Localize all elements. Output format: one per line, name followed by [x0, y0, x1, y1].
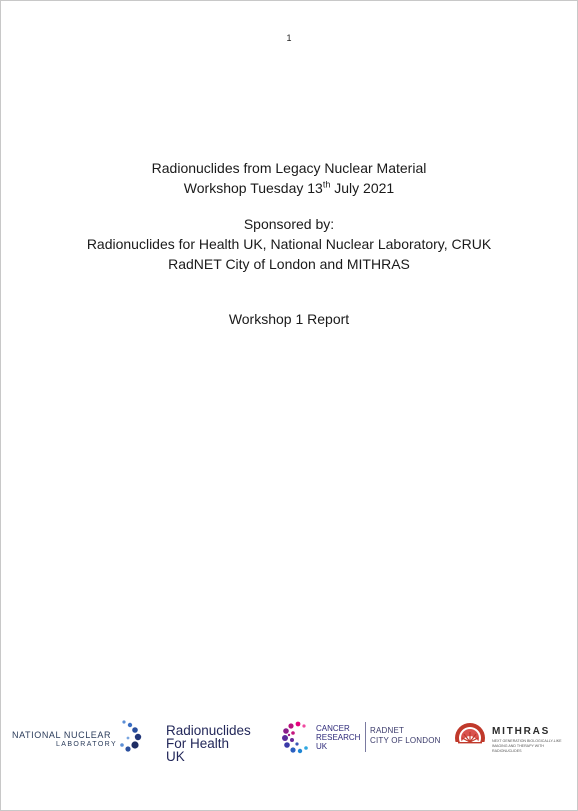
- mithras-logo: [452, 714, 570, 766]
- radnet-text: [370, 726, 441, 746]
- nnl-logo-line-1: NATIONAL NUCLEAR: [12, 730, 112, 740]
- radnet-line-2: CITY OF LONDON: [370, 736, 441, 745]
- cruk-swirl-icon: [282, 720, 314, 754]
- workshop-date-sup: th: [322, 179, 331, 190]
- sponsor-line-1: Radionuclides for Health UK, National Nuclear Laboratory, CRUK: [86, 236, 492, 252]
- page-number: 1: [286, 33, 292, 43]
- rfh-logo-line-1: Radionuclides: [166, 723, 251, 738]
- document-title: Radionuclides from Legacy Nuclear Material: [151, 160, 427, 176]
- sponsor-line-2: RadNET City of London and MITHRAS: [168, 256, 410, 272]
- cruk-radnet-logo: [282, 714, 442, 766]
- sponsor-logos: [0, 714, 578, 766]
- mithras-sun-icon: [452, 720, 488, 754]
- rfh-logo: [166, 714, 266, 766]
- report-block: [0, 309, 578, 329]
- title-block: [0, 158, 578, 198]
- sponsor-heading: Sponsored by:: [243, 216, 335, 232]
- nnl-dots-icon: [116, 718, 144, 758]
- nnl-logo-line-2: LABORATORY: [56, 741, 118, 748]
- rfh-logo-line-2: For Health: [166, 736, 230, 751]
- mithras-name: MITHRAS: [492, 726, 551, 737]
- mithras-tagline: NEXT GENERATION BIOLOGICALLY-LIKE IMAGING AND THERAPY WITH RADIONUCLIDES: [492, 739, 562, 753]
- workshop-date: [0, 178, 578, 198]
- cruk-radnet-divider: [365, 722, 366, 752]
- cruk-line-2: RESEARCH: [316, 733, 361, 742]
- cruk-text: [316, 724, 360, 751]
- workshop-date-suffix: July 2021: [330, 180, 395, 196]
- report-label: Workshop 1 Report: [228, 311, 350, 327]
- cruk-line-3: UK: [316, 742, 328, 751]
- nnl-logo: [12, 714, 142, 766]
- radnet-line-1: RADNET: [370, 726, 405, 735]
- rfh-logo-line-3: UK: [166, 749, 185, 764]
- cruk-line-1: CANCER: [316, 724, 350, 733]
- workshop-date-prefix: Workshop Tuesday 13: [183, 180, 323, 196]
- sponsor-block: [0, 214, 578, 274]
